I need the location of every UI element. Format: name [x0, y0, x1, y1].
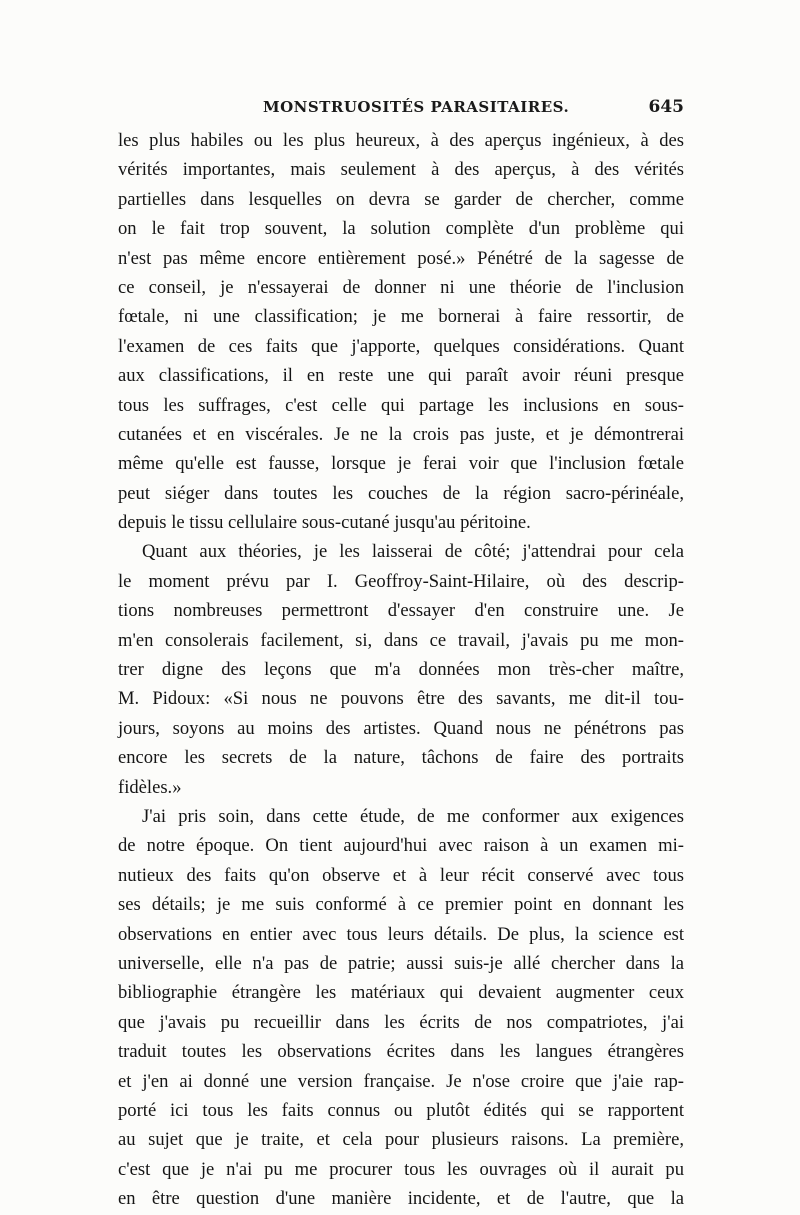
text-line: peut siéger dans toutes les couches de la région sacro-périnéale,: [118, 482, 684, 504]
text-line: fidèles.»: [118, 776, 182, 798]
text-line: tous les suffrages, c'est celle qui partage les inclusions en sous-: [118, 394, 684, 416]
text-line: m'en consolerais facilement, si, dans ce travail, j'avais pu me mon-: [118, 629, 684, 651]
page-number: 645: [648, 97, 684, 117]
text-line: universelle, elle n'a pas de patrie; aussi suis-je allé chercher dans la: [118, 952, 684, 974]
text-line: vérités importantes, mais seulement à des aperçus, à des vérités: [118, 159, 684, 181]
text-line: les plus habiles ou les plus heureux, à des aperçus ingénieux, à des: [118, 130, 684, 151]
text-line: le moment prévu par I. Geoffroy-Saint-Hilaire, où des descrip-: [118, 570, 684, 592]
text-line: Quant aux théories, je les laisserai de côté; j'attendrai pour cela: [142, 541, 684, 563]
text-line: ses détails; je me suis conformé à ce premier point en donnant les: [118, 894, 684, 916]
text-line: même qu'elle est fausse, lorsque je ferai voir que l'inclusion fœtale: [118, 453, 684, 475]
text-line: cutanées et en viscérales. Je ne la crois pas juste, et je démontrerai: [118, 423, 684, 445]
text-line: trer digne des leçons que m'a données mon très-cher maître,: [118, 659, 684, 681]
text-line: aux classifications, il en reste une qui paraît avoir réuni presque: [118, 365, 684, 387]
text-line: encore les secrets de la nature, tâchons de faire des portraits: [118, 747, 684, 769]
text-line: traduit toutes les observations écrites dans les langues étrangères: [118, 1041, 684, 1063]
text-line: fœtale, ni une classification; je me bornerai à faire ressortir, de: [118, 306, 684, 328]
text-line: jours, soyons au moins des artistes. Quand nous ne pénétrons pas: [118, 717, 684, 739]
body-text: [118, 126, 684, 1213]
text-line: on le fait trop souvent, la solution complète d'un problème qui: [118, 218, 684, 240]
text-line: au sujet que je traite, et cela pour plusieurs raisons. La première,: [118, 1129, 684, 1151]
text-line: en être question d'une manière incidente, et de l'autre, que la: [118, 1188, 684, 1210]
text-line: observations en entier avec tous leurs détails. De plus, la science est: [118, 923, 684, 945]
text-line: partielles dans lesquelles on devra se garder de chercher, comme: [118, 188, 684, 210]
text-line: ce conseil, je n'essayerai de donner ni une théorie de l'inclusion: [118, 276, 684, 298]
text-line: depuis le tissu cellulaire sous-cutané jusqu'au péritoine.: [118, 512, 531, 534]
text-line: et j'en ai donné une version française. Je n'ose croire que j'aie rap-: [118, 1070, 684, 1092]
paragraph-3: [118, 802, 684, 1213]
text-line: que j'avais pu recueillir dans les écrits de nos compatriotes, j'ai: [118, 1011, 684, 1033]
text-line: J'ai pris soin, dans cette étude, de me conformer aux exigences: [142, 805, 684, 827]
running-header: [118, 98, 684, 124]
text-line: porté ici tous les faits connus ou plutôt édités qui se rapportent: [118, 1099, 684, 1121]
text-line: M. Pidoux: «Si nous ne pouvons être des savants, me dit-il tou-: [118, 688, 684, 710]
paragraph-1: [118, 126, 684, 537]
text-line: de notre époque. On tient aujourd'hui avec raison à un examen mi-: [118, 835, 684, 857]
text-line: c'est que je n'ai pu me procurer tous les ouvrages où il aurait pu: [118, 1158, 684, 1180]
paragraph-2: [118, 537, 684, 802]
text-line: l'examen de ces faits que j'apporte, quelques considérations. Quant: [118, 335, 684, 357]
text-line: n'est pas même encore entièrement posé.» Pénétré de la sagesse de: [118, 247, 684, 269]
running-title: MONSTRUOSITÉS PARASITAIRES.: [263, 98, 570, 116]
text-line: tions nombreuses permettront d'essayer d'en construire une. Je: [118, 600, 684, 622]
text-line: bibliographie étrangère les matériaux qui devaient augmenter ceux: [118, 982, 684, 1004]
text-line: nutieux des faits qu'on observe et à leur récit conservé avec tous: [118, 864, 684, 886]
